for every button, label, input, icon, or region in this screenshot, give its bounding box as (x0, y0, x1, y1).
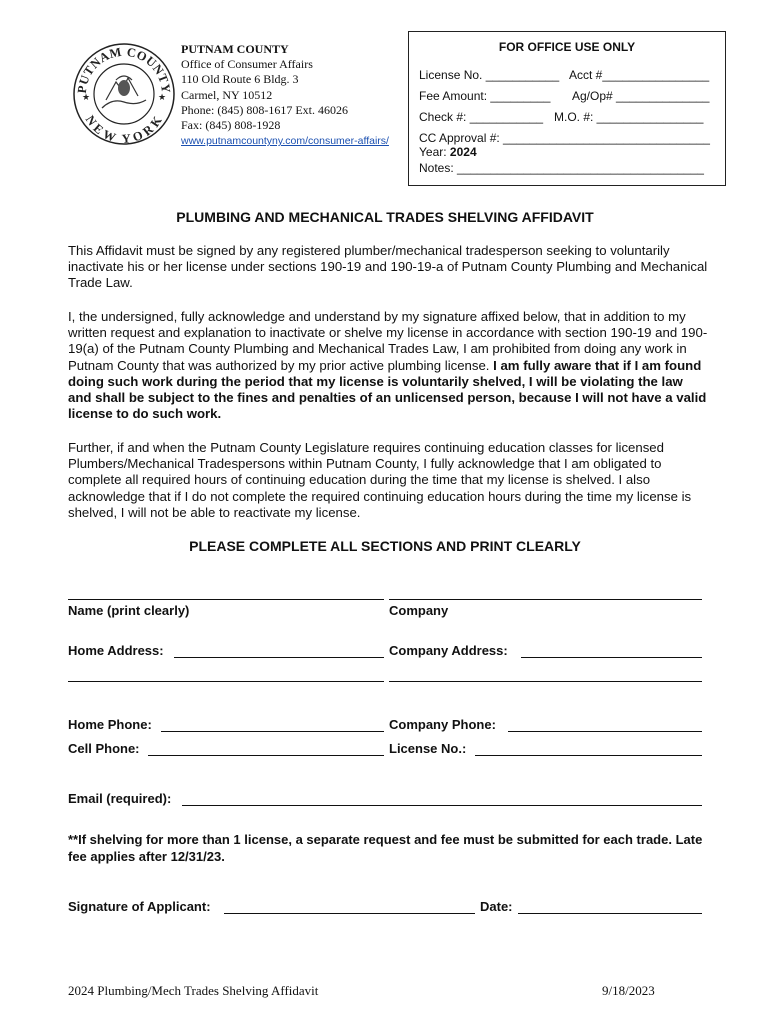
seal-bottom-text: NEW YORK (82, 112, 166, 146)
license-no-field: License No. ___________ (419, 68, 560, 82)
check-field: Check #: ___________ (419, 110, 544, 124)
signature-input-line[interactable] (224, 913, 475, 914)
office-use-box (408, 31, 726, 186)
company-address-label: Company Address: (389, 643, 508, 658)
office-name: Office of Consumer Affairs (181, 57, 313, 72)
company-address-input-line[interactable] (521, 657, 702, 658)
acct-field: Acct #________________ (569, 68, 710, 82)
notes-field: Notes: _____________________________________ (419, 161, 704, 175)
address-line-2: Carmel, NY 10512 (181, 87, 273, 102)
website-link[interactable]: www.putnamcountyny.com/consumer-affairs/ (181, 135, 389, 148)
continuing-education-paragraph: Further, if and when the Putnam County Legislature requires continuing education classes for licensed Plumbers/Mechanical Tradespersons within Putnam County, I fully acknowledge that I am obligated to complete all required hours of continuing education during the time that my license is shelved. I also acknowledge that if I do not complete the required continuing education hours during the time my license is shelved, I will not be able to reactivate my license. (68, 440, 692, 520)
name-label: Name (print clearly) (68, 603, 190, 618)
acknowledgement-text: I, the undersigned, fully acknowledge and understand by my signature affixed below, that in addition to my written request and explanation to inactivate or shelve my license in accordance with section 190-19 and 190-19(a) of the Putnam County Plumbing and Mechanical Trades Law, I am prohibited from doing any work in Putnam County that was authorized by my prior active plumbing license. (68, 309, 708, 373)
county-seal-logo (72, 42, 176, 146)
date-label: Date: (480, 899, 513, 914)
company-phone-label: Company Phone: (389, 717, 496, 732)
year-label: Year: (419, 145, 450, 159)
license-no-label: License No.: (389, 741, 467, 756)
company-address-line-2[interactable] (389, 681, 702, 682)
fee-amount-field: Fee Amount: _________ (419, 89, 551, 103)
cc-approval-field: CC Approval #: _______________________________ (419, 131, 710, 145)
footer-date: 9/18/2023 (602, 983, 655, 998)
svg-text:★: ★ (82, 92, 91, 102)
date-input-line[interactable] (518, 913, 702, 914)
svg-text:★: ★ (158, 92, 167, 102)
address-line-1: 110 Old Route 6 Bldg. 3 (181, 72, 299, 87)
email-label: Email (required): (68, 791, 172, 806)
office-use-heading: FOR OFFICE USE ONLY (498, 40, 636, 54)
name-input-line[interactable] (68, 599, 384, 600)
company-label: Company (389, 603, 449, 618)
county-name: PUTNAM COUNTY (181, 42, 289, 56)
seal-top-text: PUTNAM COUNTY (74, 44, 174, 95)
email-input-line[interactable] (182, 805, 702, 806)
phone-number: Phone: (845) 808-1617 Ext. 46026 (181, 102, 348, 117)
acknowledgement-bold-text: I am fully aware that if I am found doing such work during the period that my license is voluntarily shelved, I will be violating the law and shall be subject to the fines and penalties of an unlicensed person, because I will not have a valid license to do such work. (68, 357, 707, 422)
acknowledgement-paragraph (68, 309, 708, 422)
svg-text:NEW YORK (83, 113, 165, 146)
year-value: 2024 (449, 145, 477, 159)
year-field (419, 145, 477, 159)
home-address-line-2[interactable] (68, 681, 384, 682)
agop-field: Ag/Op# ______________ (572, 89, 710, 103)
mo-field: M.O. #: ________________ (554, 110, 704, 124)
cell-phone-label: Cell Phone: (68, 741, 140, 756)
company-input-line[interactable] (389, 599, 702, 600)
home-phone-input-line[interactable] (161, 731, 384, 732)
home-address-label: Home Address: (68, 643, 164, 658)
home-address-input-line[interactable] (174, 657, 384, 658)
multiple-license-note: **If shelving for more than 1 license, a separate request and fee must be submitted for each trade. Late fee applies after 12/31/23. (68, 832, 703, 864)
cell-phone-input-line[interactable] (148, 755, 384, 756)
county-address-block (181, 42, 389, 149)
company-phone-input-line[interactable] (508, 731, 702, 732)
fax-number: Fax: (845) 808-1928 (181, 118, 281, 133)
intro-paragraph: This Affidavit must be signed by any registered plumber/mechanical tradesperson seeking to voluntarily inactivate his or her license under sections 190-19 and 190-19-a of Putnam County Plumbing and Mechanical Trade Law. (68, 243, 708, 291)
instructions-heading: PLEASE COMPLETE ALL SECTIONS AND PRINT CLEARLY (189, 538, 581, 554)
document-title: PLUMBING AND MECHANICAL TRADES SHELVING AFFIDAVIT (176, 209, 594, 225)
signature-label: Signature of Applicant: (68, 899, 211, 914)
license-no-input-line[interactable] (475, 755, 702, 756)
footer-document-name: 2024 Plumbing/Mech Trades Shelving Affidavit (68, 983, 319, 998)
home-phone-label: Home Phone: (68, 717, 152, 732)
